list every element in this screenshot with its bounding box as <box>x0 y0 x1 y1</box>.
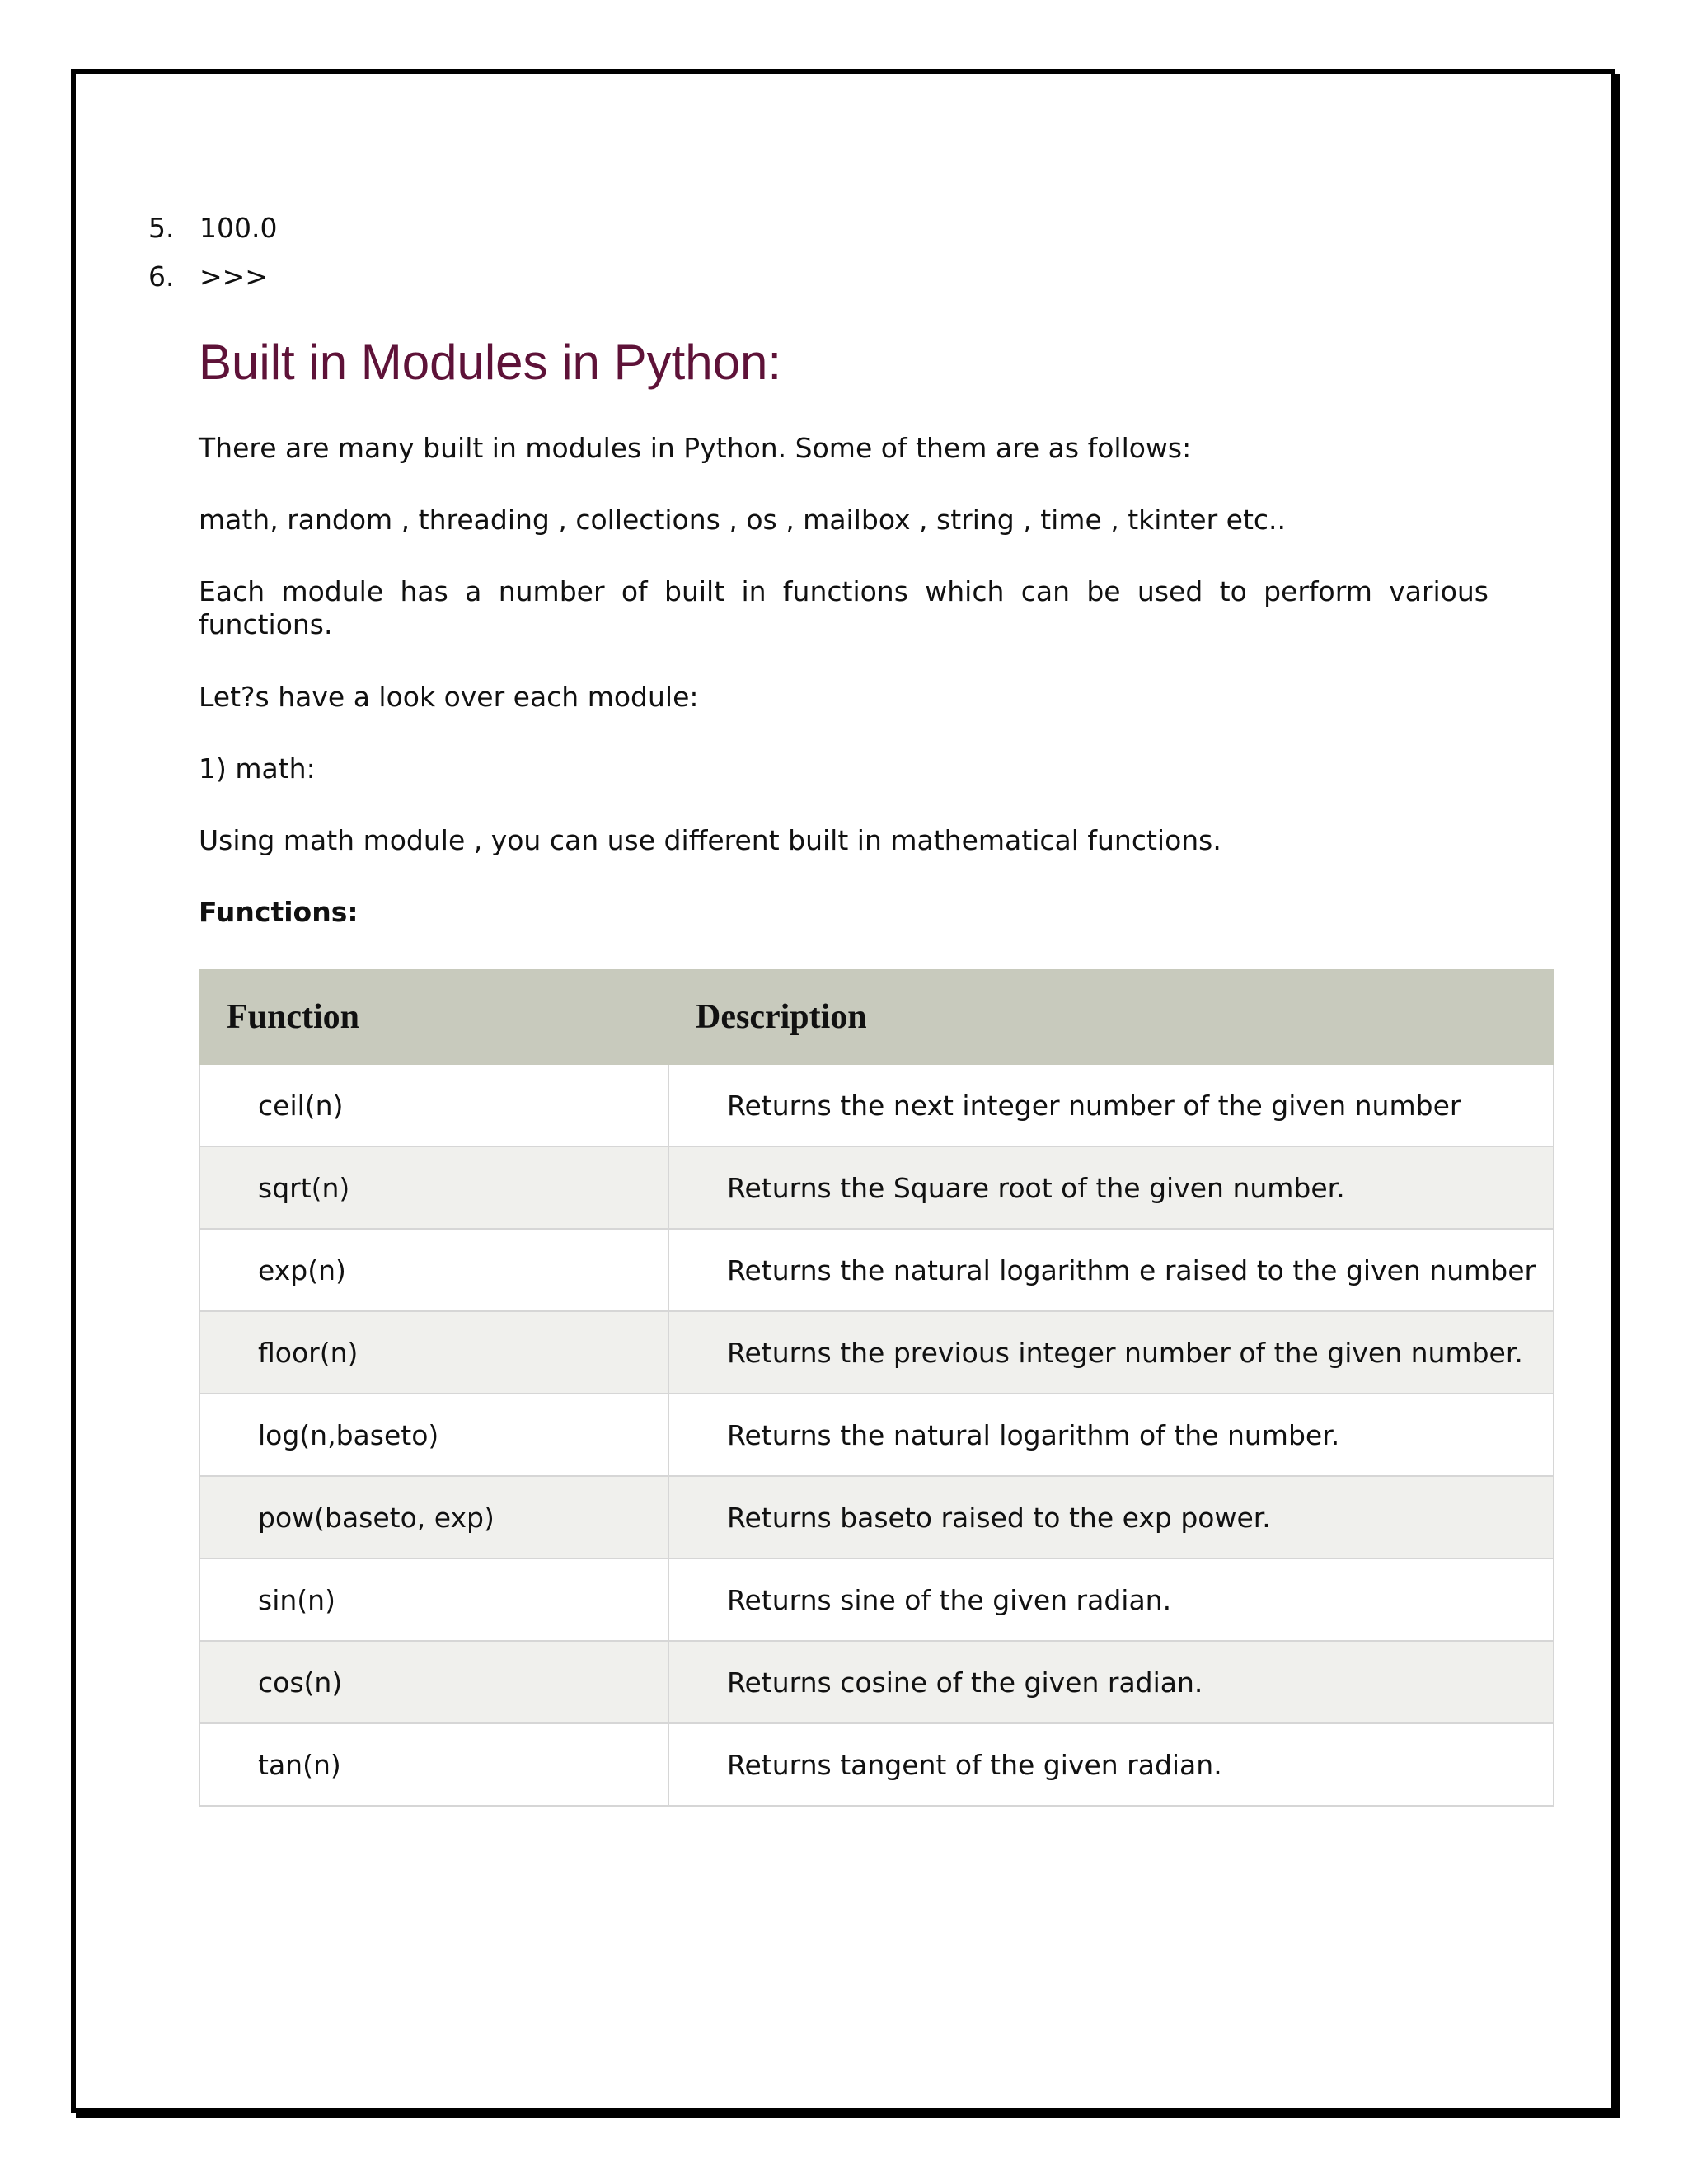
description-cell: Returns sine of the given radian. <box>668 1558 1554 1641</box>
line-text: >>> <box>199 260 268 293</box>
functions-label: Functions: <box>199 896 359 928</box>
description-cell: Returns the Square root of the given number. <box>668 1146 1554 1229</box>
table-row <box>199 1641 1554 1723</box>
each-module-paragraph: Each module has a number of built in functions which can be used to perform various functions. <box>199 575 1489 640</box>
description-cell: Returns baseto raised to the exp power. <box>668 1476 1554 1558</box>
look-over-paragraph: Let?s have a look over each module: <box>199 681 699 713</box>
line-number: 6. <box>148 260 175 293</box>
header-description: Description <box>668 970 1554 1064</box>
table-row <box>199 1229 1554 1311</box>
code-line <box>148 260 268 293</box>
function-cell: sqrt(n) <box>199 1146 668 1229</box>
table-row <box>199 1064 1554 1146</box>
code-line <box>148 212 277 245</box>
table-header-row <box>199 970 1554 1064</box>
math-description: Using math module , you can use different built in mathematical functions. <box>199 824 1221 856</box>
table-row <box>199 1311 1554 1394</box>
line-text: 100.0 <box>199 212 278 244</box>
description-cell: Returns the previous integer number of the given number. <box>668 1311 1554 1394</box>
table-row <box>199 1723 1554 1806</box>
function-cell: log(n,baseto) <box>199 1394 668 1476</box>
function-cell: ceil(n) <box>199 1064 668 1146</box>
description-cell: Returns tangent of the given radian. <box>668 1723 1554 1806</box>
description-cell: Returns the natural logarithm e raised to the given number <box>668 1229 1554 1311</box>
intro-paragraph: There are many built in modules in Python. Some of them are as follows: <box>199 432 1192 464</box>
section-heading: Built in Modules in Python: <box>199 335 782 390</box>
functions-table <box>199 969 1554 1807</box>
function-cell: exp(n) <box>199 1229 668 1311</box>
table-row <box>199 1476 1554 1558</box>
function-cell: sin(n) <box>199 1558 668 1641</box>
line-number: 5. <box>148 212 175 244</box>
function-cell: floor(n) <box>199 1311 668 1394</box>
table-row <box>199 1558 1554 1641</box>
math-title: 1) math: <box>199 752 316 785</box>
description-cell: Returns cosine of the given radian. <box>668 1641 1554 1723</box>
header-function: Function <box>199 970 668 1064</box>
table-row <box>199 1394 1554 1476</box>
description-cell: Returns the next integer number of the given number <box>668 1064 1554 1146</box>
function-cell: cos(n) <box>199 1641 668 1723</box>
description-cell: Returns the natural logarithm of the number. <box>668 1394 1554 1476</box>
module-list-paragraph: math, random , threading , collections , os , mailbox , string , time , tkinter etc.. <box>199 504 1287 536</box>
function-cell: tan(n) <box>199 1723 668 1806</box>
table-row <box>199 1146 1554 1229</box>
function-cell: pow(baseto, exp) <box>199 1476 668 1558</box>
